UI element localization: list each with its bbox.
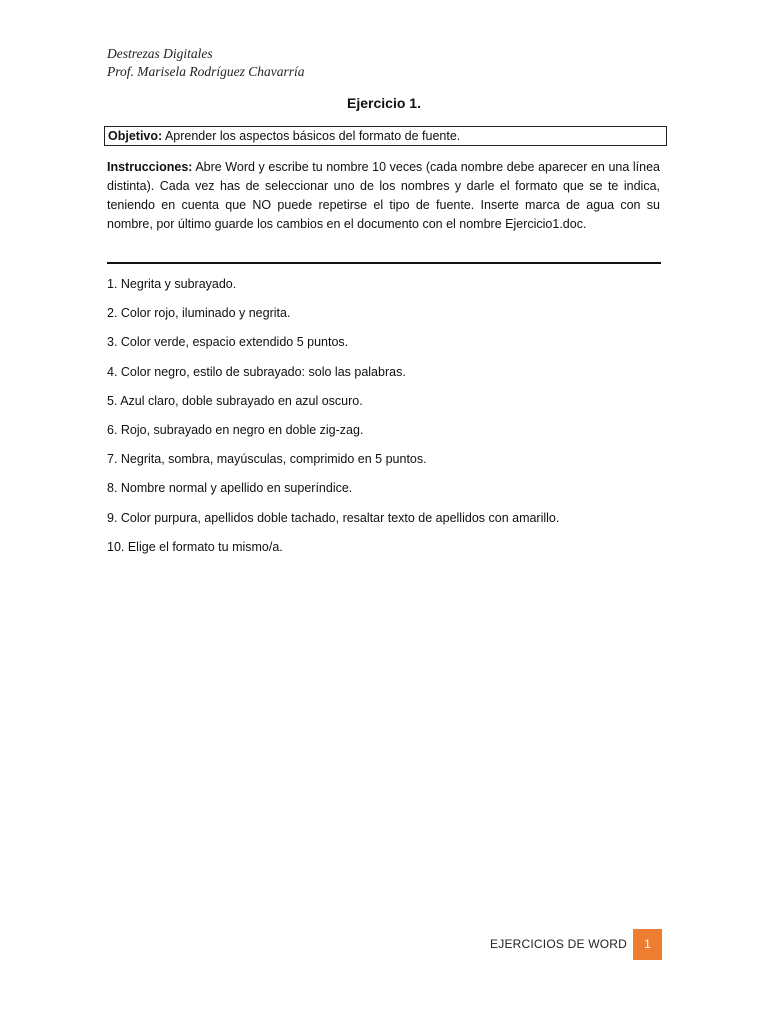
exercise-list (107, 275, 667, 567)
instructions-paragraph (107, 158, 660, 234)
objective-box (104, 126, 667, 146)
page-title: Ejercicio 1. (347, 95, 421, 111)
page-header (107, 45, 305, 81)
list-item: 3. Color verde, espacio extendido 5 puntos. (107, 335, 349, 350)
page-number-badge: 1 (633, 929, 662, 960)
list-item: 2. Color rojo, iluminado y negrita. (107, 306, 291, 321)
instructions-label: Instrucciones: (107, 160, 193, 174)
objective-text: Aprender los aspectos básicos del formato de fuente. (162, 129, 461, 143)
header-course: Destrezas Digitales (107, 46, 213, 61)
objective-label: Objetivo: (108, 129, 163, 143)
list-item: 9. Color purpura, apellidos doble tachado, resaltar texto de apellidos con amarillo. (107, 510, 560, 525)
list-item: 5. Azul claro, doble subrayado en azul oscuro. (107, 393, 363, 408)
list-item: 4. Color negro, estilo de subrayado: solo las palabras. (107, 364, 406, 379)
instructions-text: Abre Word y escribe tu nombre 10 veces (cada nombre debe aparecer en una línea distinta). Cada vez has de seleccionar uno de los nombres y darle el formato que se te indica, teniendo en cuenta que NO puede repetirse el tipo de fuente. Inserte marca de agua con su nombre, por último guarde los cambios en el documento con el nombre Ejercicio1.doc. (107, 160, 660, 231)
page-footer (0, 929, 768, 960)
list-item: 1. Negrita y subrayado. (107, 277, 237, 291)
horizontal-divider (107, 262, 661, 264)
list-item: 6. Rojo, subrayado en negro en doble zig-zag. (107, 422, 364, 437)
header-professor: Prof. Marisela Rodríguez Chavarría (107, 64, 305, 79)
list-item: 10. Elige el formato tu mismo/a. (107, 539, 283, 554)
footer-title: EJERCICIOS DE WORD (490, 937, 627, 951)
list-item: 8. Nombre normal y apellido en superíndice. (107, 481, 353, 496)
list-item: 7. Negrita, sombra, mayúsculas, comprimido en 5 puntos. (107, 452, 427, 467)
